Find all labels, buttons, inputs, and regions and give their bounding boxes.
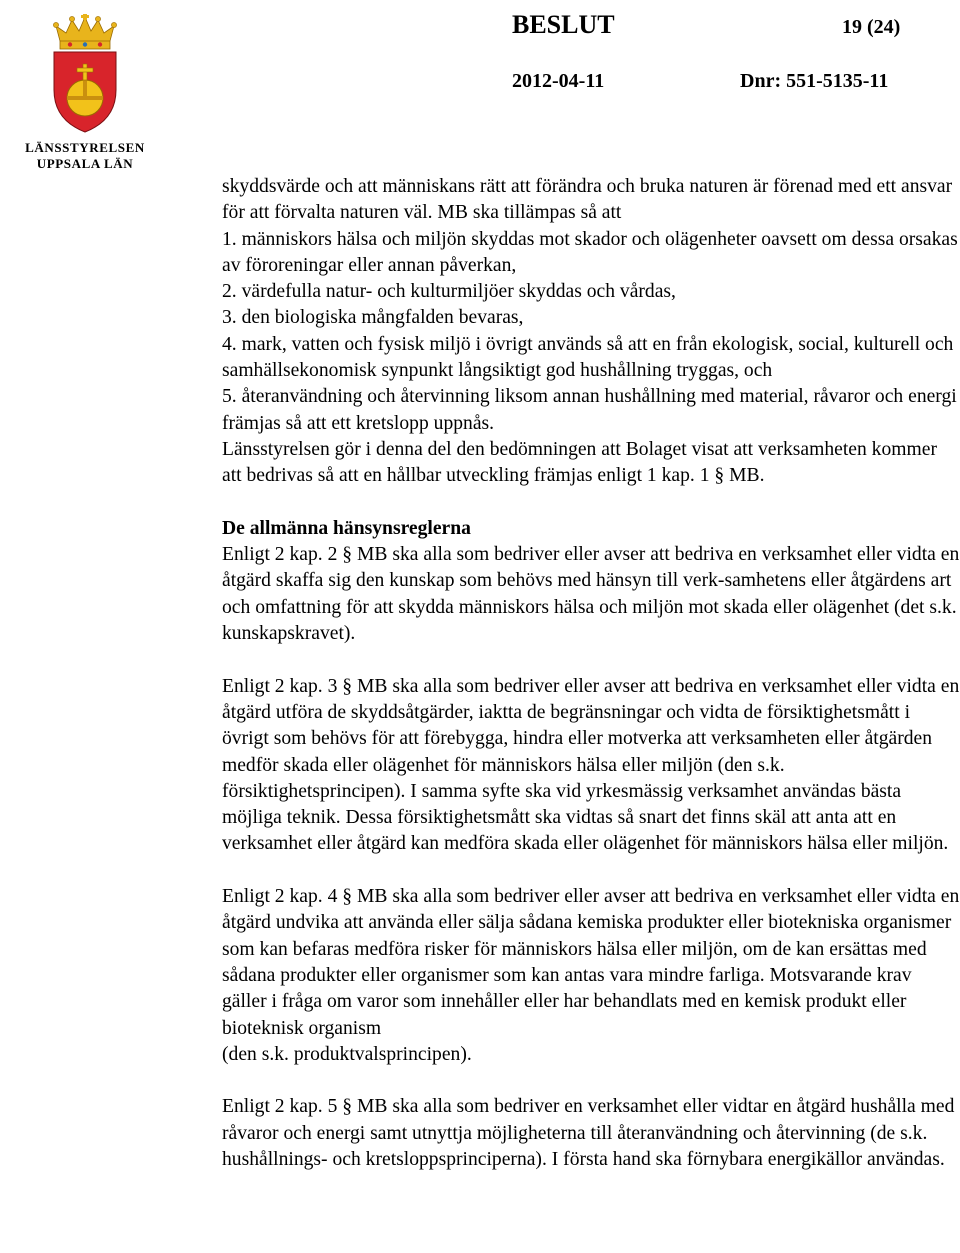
header-logo bbox=[18, 14, 152, 172]
list-item-4: 4. mark, vatten och fysisk miljö i övrigt används så att en från ekologisk, social, kulturell och samhällsekonomisk synpunkt långsiktigt god hushållning tryggas, och bbox=[222, 333, 954, 382]
document-date: 2012-04-11 bbox=[512, 70, 605, 92]
paragraph-spacer bbox=[222, 647, 960, 673]
document-reference-number: Dnr: 551-5135-11 bbox=[740, 70, 889, 92]
paragraph-spacer bbox=[222, 1068, 960, 1094]
body-paragraph: Enligt 2 kap. 5 § MB ska alla som bedriver en verksamhet eller vidtar en åtgärd hushålla med råvaror och energi samt utnyttja möjligheterna till återanvändning och återvinning (de s.k. hushållnings- och kretsloppsprinciperna). I första hand ska förnybara energikällor användas. bbox=[222, 1096, 955, 1170]
org-name-line2: UPPSALA LÄN bbox=[36, 156, 134, 171]
body-paragraph: skyddsvärde och att människans rätt att förändra och bruka naturen är förenad med ett ansvar för att förvalta naturen väl. MB ska tillämpas så att bbox=[222, 176, 953, 224]
section-heading: De allmänna hänsynsreglerna bbox=[222, 517, 471, 539]
page-number: 19 (24) bbox=[842, 16, 901, 38]
org-name-line1: LÄNSSTYRELSEN bbox=[25, 140, 145, 155]
paragraph-spacer bbox=[222, 490, 960, 516]
body-paragraph: Enligt 2 kap. 3 § MB ska alla som bedriver eller avser att bedriva en verksamhet eller vidta en åtgärd utföra de skyddsåtgärder, iaktta de begränsningar och vidta de försiktighetsmått i övrigt som behövs för att förebygga, hindra eller motverka att verksamheten eller åtgärden medför skada eller olägenhet för människors hälsa eller miljön (den s.k. försiktighetsprincipen). I samma syfte ska vid yrkesmässig verksamhet användas bästa möjliga teknik. Dessa försiktighetsmått ska vidtas så snart det finns skäl att anta att en verksamhet eller åtgärd kan medföra skada eller olägenhet för människors hälsa eller miljön. bbox=[222, 675, 960, 855]
crown-icon bbox=[53, 14, 116, 49]
org-name bbox=[18, 140, 152, 172]
county-coat-of-arms-icon bbox=[46, 14, 124, 138]
list-item-3: 3. den biologiska mångfalden bevaras, bbox=[222, 307, 524, 329]
shield-icon bbox=[54, 52, 116, 132]
list-item-5: 5. återanvändning och återvinning liksom annan hushållning med material, råvaror och energi främjas så att ett kretslopp uppnås. bbox=[222, 386, 957, 434]
body-paragraph: Enligt 2 kap. 4 § MB ska alla som bedriver eller avser att bedriva en verksamhet eller vidta en åtgärd undvika att använda eller sälja sådana kemiska produkter eller biotekniska organismer som kan befaras medföra risker för människors hälsa eller miljön, om de kan ersättas med sådana produkter eller organismer som kan antas vara mindre farliga. Motsvarande krav gäller i fråga om varor som innehåller eller har behandlats med en kemisk produkt eller bioteknisk organism bbox=[222, 886, 960, 1039]
document-type: BESLUT bbox=[512, 10, 615, 39]
body-paragraph: (den s.k. produktvalsprincipen). bbox=[222, 1043, 472, 1065]
list-item-1: 1. människors hälsa och miljön skyddas mot skador och olägenheter oavsett om dessa orsakas av föroreningar eller annan påverkan, bbox=[222, 228, 958, 276]
document-body bbox=[222, 174, 960, 1173]
list-item-2: 2. värdefulla natur- och kulturmiljöer skyddas och vårdas, bbox=[222, 281, 676, 303]
body-paragraph: Länsstyrelsen gör i denna del den bedömningen att Bolaget visat att verksamheten kommer att bedrivas så att en hållbar utveckling främjas enligt 1 kap. 1 § MB. bbox=[222, 438, 937, 487]
paragraph-spacer bbox=[222, 858, 960, 884]
body-paragraph: Enligt 2 kap. 2 § MB ska alla som bedriver eller avser att bedriva en verksamhet eller vidta en åtgärd skaffa sig den kunskap som behövs med hänsyn till verk-samhetens eller åtgärdens art och omfattning för att skydda människors hälsa och miljön mot skada eller olägenhet (det s.k. kunskapskravet). bbox=[222, 544, 960, 645]
